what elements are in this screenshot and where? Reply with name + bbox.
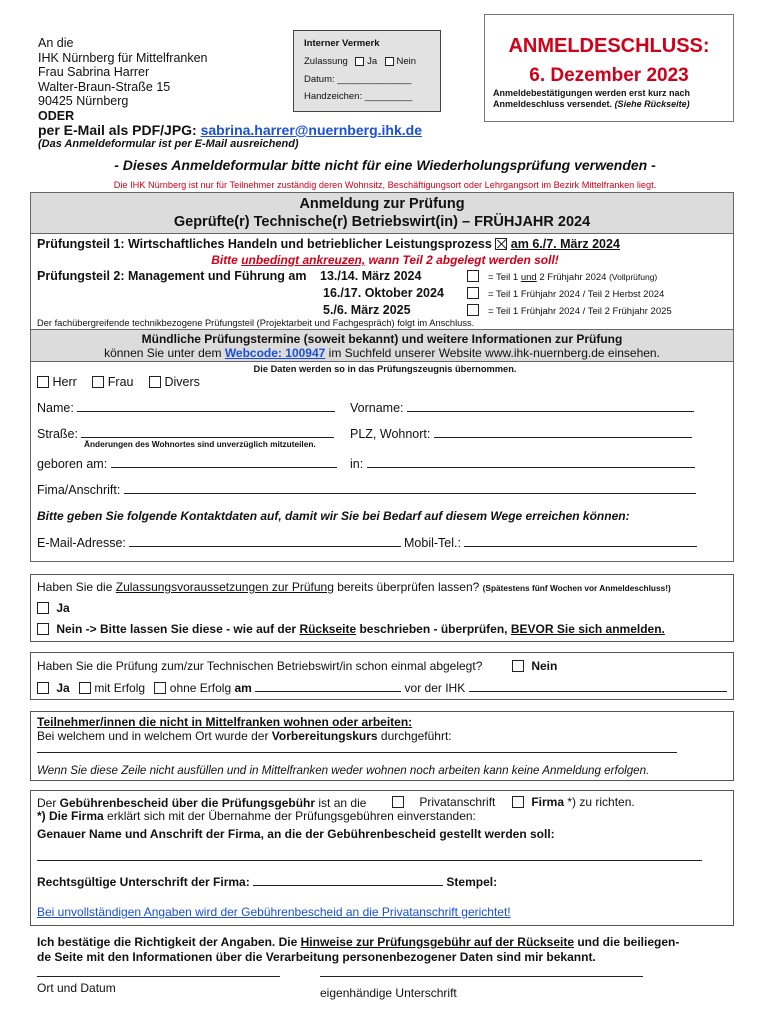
oder-label: ODER xyxy=(38,108,75,123)
oral-info-text xyxy=(31,346,733,360)
date-option-b: 16./17. Oktober 2024 xyxy=(323,286,444,300)
mit-erfolg-checkbox[interactable] xyxy=(79,682,91,694)
part1-checkbox[interactable] xyxy=(495,238,507,250)
email-row xyxy=(37,536,401,550)
admission-nein-checkbox[interactable] xyxy=(37,623,49,635)
exam-header xyxy=(30,192,734,234)
certificate-note: Die Daten werden so in das Prüfungszeugnis übernommen. xyxy=(253,364,517,374)
deadline-note-italic: (Siehe Rückseite) xyxy=(614,99,690,109)
firma-label: Fima/Anschrift: xyxy=(37,483,121,497)
part1-label: Prüfungsteil 1: Wirtschaftliches Handeln und betrieblicher Leistungsprozess xyxy=(37,237,492,251)
admission-nein-end: BEVOR Sie sich anmelden. xyxy=(510,622,665,636)
part2-label: Prüfungsteil 2: Management und Führung am xyxy=(37,269,307,283)
address-line: Walter-Braun-Straße 15 xyxy=(38,79,171,94)
privat-row xyxy=(392,795,495,809)
tick-prefix: Bitte xyxy=(211,253,242,267)
internal-title: Interner Vermerk xyxy=(304,38,380,49)
name-field[interactable] xyxy=(77,401,335,412)
in-label: in: xyxy=(350,457,364,471)
rueckseite-link: Rückseite xyxy=(299,622,357,636)
ohne-erfolg-label: ohne Erfolg xyxy=(169,681,232,695)
option-a-text xyxy=(488,272,657,283)
recipient-address xyxy=(38,36,208,123)
firma-signature-label: Rechtsgültige Unterschrift der Firma: xyxy=(37,875,250,889)
mobil-field[interactable] xyxy=(464,536,697,547)
confirm-l1-pre: Ich bestätige die Richtigkeit der Angaben. Die xyxy=(37,935,301,949)
admission-ja-row xyxy=(37,601,70,615)
ohne-erfolg-checkbox[interactable] xyxy=(154,682,166,694)
zulassung-label: Zulassung xyxy=(304,56,348,67)
privat-label: Privatanschrift xyxy=(419,795,496,809)
outside-q-bold: Vorbereitungskurs xyxy=(271,729,378,743)
fee-line2 xyxy=(37,809,476,823)
mobil-label: Mobil-Tel.: xyxy=(404,536,461,550)
birth-row xyxy=(37,457,337,471)
email-field[interactable] xyxy=(129,536,401,547)
admission-ja-checkbox[interactable] xyxy=(37,602,49,614)
option-c-checkbox[interactable] xyxy=(467,304,479,316)
outside-note: Wenn Sie diese Zeile nicht ausfüllen und in Mittelfranken weder wohnen noch arbeiten kann keine Anmeldung erfolgen. xyxy=(37,764,650,777)
contact-note: Bitte geben Sie folgende Kontaktdaten auf, damit wir Sie bei Bedarf auf diesem Wege erreichen können: xyxy=(37,509,630,523)
internal-datum: Datum: ______________ xyxy=(304,74,412,85)
confirm-line2: de Seite mit den Informationen über die Verarbeitung personenbezogener Daten sind mir bekannt. xyxy=(37,950,596,964)
deadline-note xyxy=(493,88,690,110)
herr-checkbox[interactable] xyxy=(37,376,49,388)
admission-q-link: Zulassungsvoraussetzungen zur Prüfung xyxy=(115,580,334,594)
tick-underlined: unbedingt ankreuzen, xyxy=(241,253,366,267)
previous-ja-checkbox[interactable] xyxy=(37,682,49,694)
option-b-checkbox[interactable] xyxy=(467,287,479,299)
confirm-l1-post: und die beiliegen- xyxy=(574,935,680,949)
date-option-c: 5./6. März 2025 xyxy=(323,303,411,317)
tick-suffix: wann Teil 2 abgelegt werden soll! xyxy=(365,253,559,267)
responsibility-note: Die IHK Nürnberg ist nur für Teilnehmer zuständig deren Wohnsitz, Beschäftigungsort oder Lehrgangsort im Bezirk Mittelfranken liegt. xyxy=(113,180,657,190)
admission-nein-row xyxy=(37,622,665,636)
firma-field[interactable] xyxy=(124,483,696,494)
incomplete-note: Bei unvollständigen Angaben wird der Gebührenbescheid an die Privatanschrift gerichtet! xyxy=(37,905,511,919)
plz-label: PLZ, Wohnort: xyxy=(350,427,431,441)
cross-section-note: Der fachübergreifende technikbezogene Prüfungsteil (Projektarbeit und Fachgespräch) folgt im Anschluss. xyxy=(37,318,475,328)
exam-title: Anmeldung zur Prüfung xyxy=(299,196,465,212)
admission-q-small: (Spätestens fünf Wochen vor Anmeldeschluss!) xyxy=(482,583,671,593)
birthdate-field[interactable] xyxy=(111,457,337,468)
admission-ja-label: Ja xyxy=(56,601,70,615)
vorname-field[interactable] xyxy=(407,401,694,412)
firma-row xyxy=(37,483,696,497)
exam-part1 xyxy=(37,237,620,251)
outside-q-post: durchgeführt: xyxy=(377,729,452,743)
fee-l1-pre: Der xyxy=(37,796,60,810)
firma-choice-row xyxy=(512,795,635,809)
webcode-link[interactable]: Webcode: 100947 xyxy=(224,346,326,360)
plz-row xyxy=(350,427,692,441)
address-line: An die xyxy=(38,36,74,50)
vorname-row xyxy=(350,401,694,415)
option-b-text: = Teil 1 Frühjahr 2024 / Teil 2 Herbst 2024 xyxy=(488,289,665,300)
birthplace-row xyxy=(350,457,695,471)
internal-note-box xyxy=(293,30,441,112)
previous-nein-label: Nein xyxy=(531,659,558,673)
unterschrift-field[interactable] xyxy=(320,976,643,977)
strasse-note: Änderungen des Wohnortes sind unverzüglich mitzuteilen. xyxy=(84,439,316,449)
vorname-label: Vorname: xyxy=(350,401,404,415)
strasse-field[interactable] xyxy=(81,427,334,438)
ort-datum-label: Ort und Datum xyxy=(37,981,116,995)
oral-pre: können Sie unter dem xyxy=(104,346,225,360)
nein-label: Nein xyxy=(396,56,416,67)
previous-question: Haben Sie die Prüfung zum/zur Technischen Betriebswirt/in schon einmal abgelegt? xyxy=(37,659,483,673)
internal-handzeichen: Handzeichen: _________ xyxy=(304,91,413,102)
fee-hints-link: Hinweise zur Prüfungsgebühr auf der Rückseite xyxy=(300,935,574,949)
deadline-date: 6. Dezember 2023 xyxy=(529,65,689,86)
option-c-text: = Teil 1 Frühjahr 2024 / Teil 2 Frühjahr 2025 xyxy=(488,306,672,317)
firma-choice-post: *) zu richten. xyxy=(564,795,635,809)
outside-q-pre: Bei welchem und in welchem Ort wurde der xyxy=(37,729,272,743)
oral-post: im Suchfeld unserer Website www.ihk-nuernberg.de einsehen. xyxy=(325,346,660,360)
fee-l1-post: ist an die xyxy=(315,796,367,810)
admission-question xyxy=(37,580,671,594)
address-line: Frau Sabrina Harrer xyxy=(38,65,150,79)
deadline-box xyxy=(484,14,734,122)
plz-field[interactable] xyxy=(434,427,692,438)
privat-checkbox[interactable] xyxy=(392,796,404,808)
part1-date: am 6./7. März 2024 xyxy=(510,237,620,251)
email-label: E-Mail-Adresse: xyxy=(37,536,126,550)
option-a-checkbox[interactable] xyxy=(467,270,479,282)
address-line: IHK Nürnberg für Mittelfranken xyxy=(38,50,208,65)
opt-a-und: und xyxy=(520,272,537,283)
ort-datum-field[interactable] xyxy=(37,976,280,977)
am-label: am xyxy=(234,681,252,695)
exam-subtitle: Geprüfte(r) Technische(r) Betriebswirt(in) – FRÜHJAHR 2024 xyxy=(173,214,591,230)
email-prefix: per E-Mail als PDF/JPG: xyxy=(38,122,201,138)
date-option-a: 13./14. März 2024 xyxy=(320,269,422,283)
fee-line3: Genauer Name und Anschrift der Firma, an die der Gebührenbescheid gestellt werden soll: xyxy=(37,827,555,841)
oral-info-box xyxy=(30,330,734,362)
previous-ihk-field[interactable] xyxy=(469,681,727,692)
mit-erfolg-label: mit Erfolg xyxy=(94,681,146,695)
address-line: 90425 Nürnberg xyxy=(38,94,129,108)
frau-checkbox[interactable] xyxy=(92,376,104,388)
repeat-warning: - Dieses Anmeldeformular bitte nicht für eine Wiederholungsprüfung verwenden - xyxy=(114,157,656,173)
admission-q-pre: Haben Sie die xyxy=(37,580,116,594)
course-location-field[interactable] xyxy=(37,752,677,753)
internal-ja-checkbox[interactable] xyxy=(355,57,364,66)
confirm-line1 xyxy=(37,935,679,949)
admission-nein-pre: Nein -> Bitte lassen Sie diese - wie auf der xyxy=(56,622,300,636)
salutation-group xyxy=(37,375,200,389)
email-note: (Das Anmeldeformular ist per E-Mail ausreichend) xyxy=(38,138,299,150)
strasse-label: Straße: xyxy=(37,427,78,441)
divers-label: Divers xyxy=(164,375,200,389)
firma-choice-label: Firma xyxy=(531,795,565,809)
email-line xyxy=(38,122,422,138)
admission-nein-mid: beschrieben - überprüfen, xyxy=(356,622,511,636)
stempel-label: Stempel: xyxy=(446,875,498,889)
opt-a-small: (Vollprüfung) xyxy=(609,272,658,282)
internal-nein-checkbox[interactable] xyxy=(385,57,394,66)
email-link[interactable]: sabrina.harrer@nuernberg.ihk.de xyxy=(200,122,422,138)
fee-l2-bold: *) Die Firma xyxy=(37,809,104,823)
tick-instruction xyxy=(0,253,770,267)
fee-l2-post: erklärt sich mit der Übernahme der Prüfungsgebühren einverstanden: xyxy=(103,809,476,823)
ja-label: Ja xyxy=(367,56,378,67)
firma-checkbox[interactable] xyxy=(512,796,524,808)
divers-checkbox[interactable] xyxy=(149,376,161,388)
opt-a-pre: = Teil 1 xyxy=(488,272,521,283)
oral-info-title: Mündliche Prüfungstermine (soweit bekannt) und weitere Informationen zur Prüfung xyxy=(141,332,623,346)
deadline-title: ANMELDESCHLUSS: xyxy=(508,35,710,57)
outside-title: Teilnehmer/innen die nicht in Mittelfranken wohnen oder arbeiten: xyxy=(37,715,413,729)
opt-a-post: 2 Frühjahr 2024 xyxy=(536,272,610,283)
previous-nein-row xyxy=(512,659,557,673)
previous-ja-row xyxy=(37,681,727,695)
fee-l1-bold: Gebührenbescheid über die Prüfungsgebühr xyxy=(59,796,316,810)
previous-date-field[interactable] xyxy=(255,681,401,692)
internal-zulassung xyxy=(304,56,416,67)
name-label: Name: xyxy=(37,401,74,415)
birthplace-field[interactable] xyxy=(367,457,695,468)
signature-row xyxy=(37,875,497,889)
ihk-label: vor der IHK xyxy=(404,681,466,695)
deadline-note-line: Anmeldebestätigungen werden erst kurz nach xyxy=(493,88,691,98)
frau-label: Frau xyxy=(107,375,134,389)
outside-question xyxy=(37,729,452,743)
geboren-label: geboren am: xyxy=(37,457,108,471)
deadline-note-line2 xyxy=(493,99,690,110)
previous-ja-label: Ja xyxy=(56,681,70,695)
unterschrift-label: eigenhändige Unterschrift xyxy=(320,986,457,1000)
name-row xyxy=(37,401,335,415)
firma-signature-field[interactable] xyxy=(253,875,443,886)
firma-address-field[interactable] xyxy=(37,860,702,861)
fee-line1 xyxy=(37,796,366,810)
herr-label: Herr xyxy=(52,375,77,389)
admission-q-post: bereits überprüfen lassen? xyxy=(333,580,483,594)
deadline-note-text: Anmeldeschluss versendet. xyxy=(493,99,615,109)
previous-nein-checkbox[interactable] xyxy=(512,660,524,672)
mobil-row xyxy=(404,536,697,550)
